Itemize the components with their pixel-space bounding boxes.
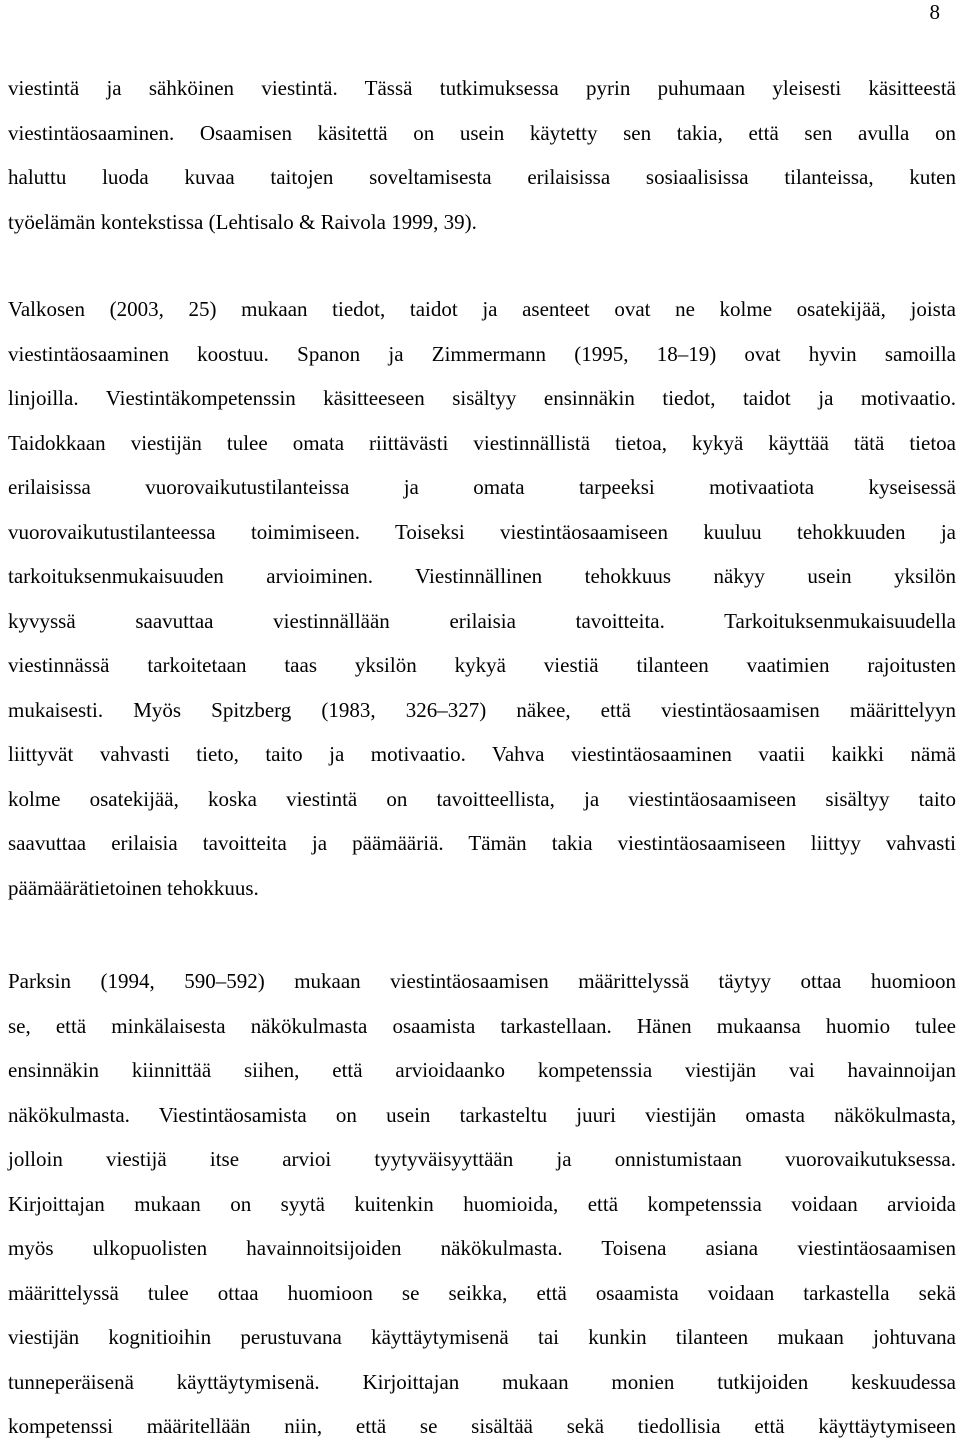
text-line: haluttu luoda kuvaa taitojen soveltamisesta erilaisissa sosiaalisissa tilanteissa, kuten [8,165,956,189]
text-line: erilaisissa vuorovaikutustilanteissa ja omata tarpeeksi motivaatiota kyseisessä [8,475,956,499]
paragraph-2 [8,287,956,910]
text-line: viestintä ja sähköinen viestintä. Tässä tutkimuksessa pyrin puhumaan yleisesti käsitteestä [8,76,956,100]
text-line: se, että minkälaisesta näkökulmasta osaamista tarkastellaan. Hänen mukaansa huomio tulee [8,1013,956,1038]
text-line: tunneperäisenä käyttäytymisenä. Kirjoittajan mukaan monien tutkijoiden keskuudessa [8,1369,956,1394]
page-number: 8 [929,0,940,24]
text-line: kyvyssä saavuttaa viestinnällään erilaisia tavoitteita. Tarkoituksenmukaisuudella [8,608,956,633]
text-line: kompetenssi määritellään niin, että se sisältää sekä tiedollisia että käyttäytymiseen [8,1414,956,1438]
text-line: Valkosen (2003, 25) mukaan tiedot, taidot ja asenteet ovat ne kolme osatekijää, joista [8,297,956,321]
text-line: myös ulkopuolisten havainnoitsijoiden näkökulmasta. Toisena asiana viestintäosaamisen [8,1236,956,1260]
text-line: Parksin (1994, 590–592) mukaan viestintäosaamisen määrittelyssä täytyy ottaa huomioon [8,969,956,993]
text-line: jolloin viestijä itse arvioi tyytyväisyyttään ja onnistumistaan vuorovaikutuksessa. [8,1147,956,1171]
text-line: kolme osatekijää, koska viestintä on tavoitteellista, ja viestintäosaamiseen sisältyy taito [8,786,956,811]
text-line: Kirjoittajan mukaan on syytä kuitenkin huomioida, että kompetenssia voidaan arvioida [8,1191,956,1216]
text-line: linjoilla. Viestintäkompetenssin käsitteeseen sisältyy ensinnäkin tiedot, taidot ja motivaatio. [8,386,956,410]
text-line: tarkoituksenmukaisuuden arvioiminen. Viestinnällinen tehokkuus näkyy usein yksilön [8,564,956,588]
text-line: viestijän kognitioihin perustuvana käyttäytymisenä tai kunkin tilanteen mukaan johtuvana [8,1325,956,1349]
text-line: saavuttaa erilaisia tavoitteita ja päämääriä. Tämän takia viestintäosaamiseen liittyy vahvasti [8,831,956,855]
text-line: liittyvät vahvasti tieto, taito ja motivaatio. Vahva viestintäosaaminen vaatii kaikki nämä [8,742,956,766]
text-line: mukaisesti. Myös Spitzberg (1983, 326–327) näkee, että viestintäosaamisen määrittelyyn [8,697,956,722]
text-line: Taidokkaan viestijän tulee omata riittävästi viestinnällistä tietoa, kykyä käyttää tätä tietoa [8,430,956,455]
paragraph-1 [8,66,956,244]
text-line: määrittelyssä tulee ottaa huomioon se seikka, että osaamista voidaan tarkastella sekä [8,1280,956,1305]
text-line: päämäärätietoinen tehokkuus. [8,875,259,900]
paragraph-3 [8,959,956,1449]
text-line: viestintäosaaminen koostuu. Spanon ja Zimmermann (1995, 18–19) ovat hyvin samoilla [8,341,956,366]
text-line: viestintäosaaminen. Osaamisen käsitettä on usein käytetty sen takia, että sen avulla on [8,120,956,145]
text-line: näkökulmasta. Viestintäosamista on usein tarkasteltu juuri viestijän omasta näkökulmasta, [8,1102,956,1127]
text-line: vuorovaikutustilanteessa toimimiseen. Toiseksi viestintäosaamiseen kuuluu tehokkuuden ja [8,519,956,544]
text-line: viestinnässä tarkoitetaan taas yksilön kykyä viestiä tilanteen vaatimien rajoitusten [8,653,956,677]
text-line: työelämän kontekstissa (Lehtisalo & Raivola 1999, 39). [8,209,477,234]
text-line: ensinnäkin kiinnittää siihen, että arvioidaanko kompetenssia viestijän vai havainnoijan [8,1058,956,1082]
